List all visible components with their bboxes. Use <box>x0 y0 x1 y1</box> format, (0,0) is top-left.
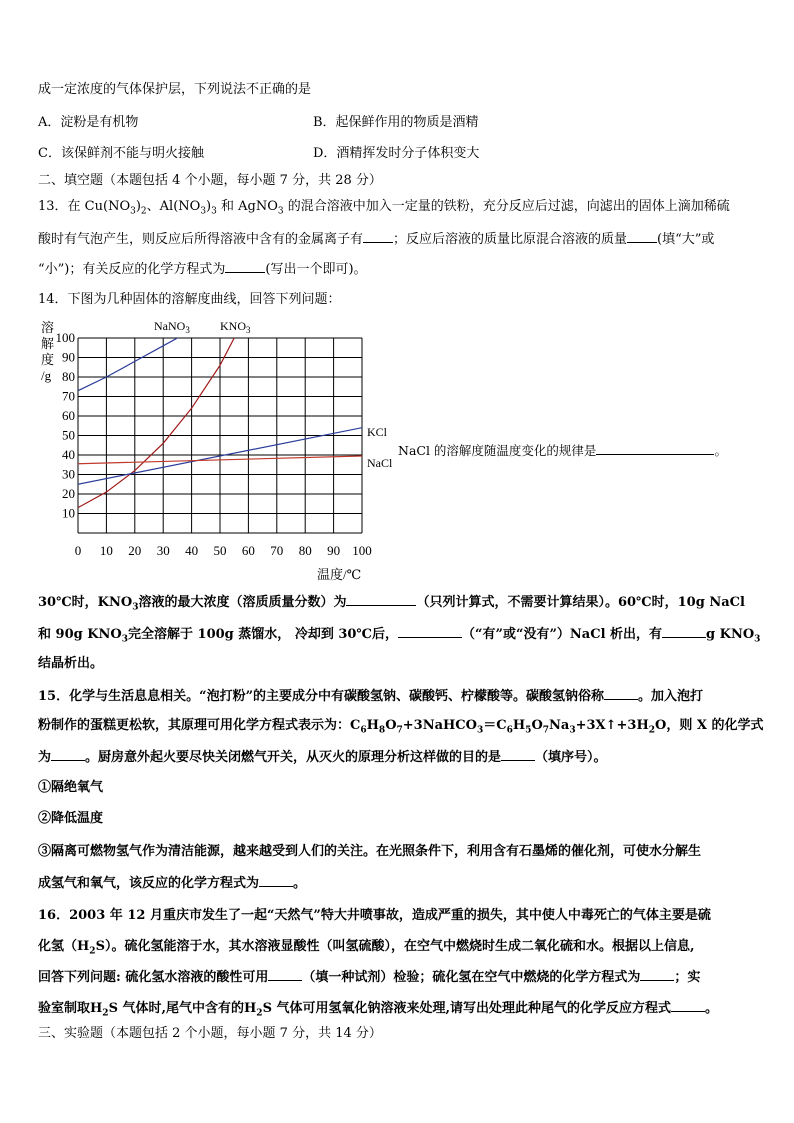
q15-line-1: 15．化学与生活息息相关。“泡打粉”的主要成分中有碳酸氢钠、碳酸钙、柠檬酸等。碳酸氢钠俗称 。加入泡打 <box>38 689 704 704</box>
y-tick-label: 70 <box>62 388 75 404</box>
y-tick-label: 30 <box>62 466 75 482</box>
q14-blank-nacl-rule[interactable] <box>596 442 714 455</box>
x-axis-label: 温度/℃ <box>317 567 362 582</box>
q15-blank-common-name[interactable] <box>604 687 638 700</box>
q14-nacl-rule-question: NaCl 的溶解度随温度变化的规律是 。 <box>398 443 727 458</box>
q13-blank-mass[interactable] <box>627 230 657 243</box>
q16-blank-combustion-equation[interactable] <box>640 968 674 981</box>
x-tick-label: 70 <box>270 543 284 558</box>
x-tick-label: 60 <box>241 543 255 558</box>
q16-line-2: 化氢$(H_2S)$。硫化氢能溶于水，其水溶液显酸性（叫氢硫酸），在空气中燃烧时生成二氧化硫和水。根据以上信息, <box>38 939 695 957</box>
y-tick-label: 20 <box>62 486 75 501</box>
q16-blank-reagent[interactable] <box>268 968 302 981</box>
q15-line-2: 粉制作的蛋糕更松软，其原理可用化学方程式表示为：$C_6H_8O_7+3NaHCO_3=C_6H_5O_7Na_3+3X↑+3H_2O$，则 X 的化学式 <box>38 718 764 736</box>
q13-blank-ions[interactable] <box>363 230 393 243</box>
x-tick-label: 50 <box>213 543 227 558</box>
q12-option-b: B．起保鲜作用的物质是酒精 <box>313 115 479 130</box>
y-axis-label: 溶 <box>41 320 55 335</box>
chart-grid <box>78 338 362 533</box>
q15-option-1: ①隔绝氧气 <box>38 780 104 795</box>
q16-line-4: 验室制取$H_2S$ 气体时,尾气中含有的$H_2S$ 气体可用氢氧化钠溶液来处理,请写出处理此种尾气的化学反应方程式 。 <box>38 1001 719 1019</box>
q15-line-hydrogen: 成氢气和氧气，该反应的化学方程式为 。 <box>38 876 307 891</box>
q14-blank-concentration[interactable] <box>346 593 416 606</box>
y-tick-label: 60 <box>62 408 75 423</box>
series-label-nano3: NaNO$_3$ <box>154 319 190 335</box>
q14-line-1: 30℃时，$KNO_3$溶液的最大浓度（溶质质量分数）为 （只列计算式，不需要计算结果）。60℃时，10g NaCl <box>38 595 745 613</box>
section-3-heading: 三、实验题（本题包括 2 个小题，每小题 7 分，共 14 分） <box>38 1026 382 1041</box>
q14-line-3: 结晶析出。 <box>38 656 104 671</box>
series-label-kno3: $KNO_3$ <box>220 319 251 335</box>
x-tick-label: 20 <box>128 543 142 558</box>
section-2-heading: 二、填空题（本题包括 4 个小题，每小题 7 分，共 28 分） <box>38 173 382 188</box>
y-tick-label: 90 <box>62 349 75 365</box>
q13-blank-equation[interactable] <box>225 260 265 273</box>
q12-option-c: C．该保鲜剂不能与明火接触 <box>38 146 204 161</box>
series-kno3-line <box>78 338 234 508</box>
q16-blank-absorption-equation[interactable] <box>671 999 705 1012</box>
series-label-kcl: KCl <box>367 425 388 439</box>
y-tick-label: 100 <box>55 330 75 345</box>
q13-line-1: 13．在 $Cu(NO_3)_2$、$Al(NO_3)_3$ 和 AgNO$_3$ 的混合溶液中加入一定量的铁粉，充分反应后过滤，向滤出的固体上滴加稀硫 <box>38 199 730 217</box>
y-tick-label: 80 <box>62 369 75 384</box>
q13-line-2: 酸时有气泡产生，则反应后所得溶液中含有的金属离子有 ；反应后溶液的质量比原混合溶液的质量 (填“大”或 <box>38 232 715 247</box>
x-tick-label: 80 <box>298 543 312 558</box>
chart-labels <box>41 319 393 582</box>
q15-blank-formula-x[interactable] <box>51 748 85 761</box>
x-tick-label: 30 <box>156 543 170 558</box>
q12-option-d: D．酒精挥发时分子体积变大 <box>313 146 480 161</box>
x-tick-label: 90 <box>327 543 341 558</box>
q16-line-1: 16．2003 年 12 月重庆市发生了一起“天然气”特大井喷事故，造成严重的损失，其中使人中毒死亡的气体主要是硫 <box>38 908 711 923</box>
y-tick-label: 10 <box>62 505 75 521</box>
q15-option-3: ③隔离可燃物氢气作为清洁能源，越来越受到人们的关注。在光照条件下，利用含有石墨烯的催化剂，可使水分解生 <box>38 844 702 859</box>
q12-option-a: A．淀粉是有机物 <box>38 115 139 130</box>
solubility-chart <box>30 312 393 587</box>
y-axis-label: /g <box>41 368 52 383</box>
q15-blank-principle[interactable] <box>501 748 535 761</box>
y-tick-label: 50 <box>62 427 75 443</box>
y-axis-label: 解 <box>41 336 55 351</box>
q15-option-2: ②降低温度 <box>38 811 104 826</box>
q15-blank-water-split-equation[interactable] <box>259 874 293 887</box>
y-tick-label: 40 <box>62 447 75 462</box>
x-tick-label: 100 <box>352 543 372 558</box>
q14-intro: 14．下图为几种固体的溶解度曲线，回答下列问题： <box>38 292 341 307</box>
q14-blank-precipitate[interactable] <box>398 625 462 638</box>
y-axis-label: 度 <box>41 352 55 367</box>
x-tick-label: 0 <box>74 543 82 558</box>
q13-line-3: “小”)；有关反应的化学方程式为 (写出一个即可)。 <box>38 262 367 277</box>
series-label-nacl: NaCl <box>367 456 393 470</box>
q14-blank-kno3-mass[interactable] <box>662 625 706 638</box>
q14-line-2: 和 90g $KNO_3$完全溶解于 100g 蒸馏水， 冷却到 30℃后， （“有”或“没有”）NaCl 析出，有 g $KNO_3$ <box>38 627 761 645</box>
q12-stem-tail: 成一定浓度的气体保护层，下列说法不正确的是 <box>38 82 312 97</box>
x-tick-label: 10 <box>99 543 113 558</box>
q15-line-3: 为 。厨房意外起火要尽快关闭燃气开关，从灭火的原理分析这样做的目的是 （填序号）。 <box>38 750 607 765</box>
x-tick-label: 40 <box>185 543 199 558</box>
q16-line-3: 回答下列问题: 硫化氢水溶液的酸性可用 （填一种试剂）检验；硫化氢在空气中燃烧的化学方程式为 ；实 <box>38 970 701 985</box>
